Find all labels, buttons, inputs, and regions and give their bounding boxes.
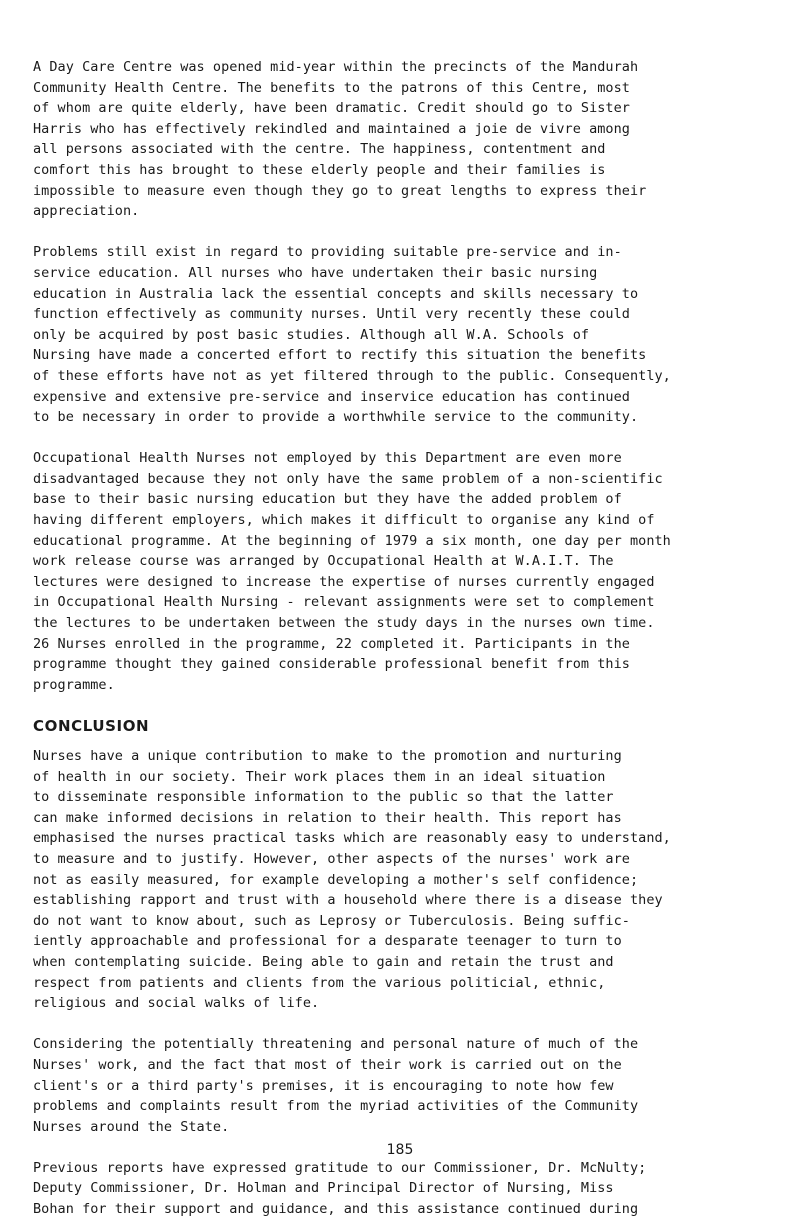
text-line: lectures were designed to increase the expertise of nurses currently engaged: [33, 573, 655, 590]
text-line: educational programme. At the beginning of 1979 a six month, one day per month: [33, 532, 671, 549]
text-line: appreciation.: [33, 203, 140, 220]
paragraph-education-problems: [33, 242, 773, 427]
section-heading-conclusion: CONCLUSION: [33, 717, 150, 735]
paragraph-considering: [33, 1034, 773, 1137]
text-line: work release course was arranged by Occupational Health at W.A.I.T. The: [33, 553, 614, 570]
text-line: in Occupational Health Nursing - relevant assignments were set to complement: [33, 594, 655, 611]
text-line: function effectively as community nurses. Until very recently these could: [33, 306, 630, 323]
text-line: emphasised the nurses practical tasks which are reasonably easy to understand,: [33, 830, 671, 847]
text-line: Nurses around the State.: [33, 1118, 230, 1135]
text-line: Nursing have made a concerted effort to rectify this situation the benefits: [33, 347, 647, 364]
text-line: education in Australia lack the essential concepts and skills necessary to: [33, 285, 639, 302]
text-line: base to their basic nursing education but they have the added problem of: [33, 491, 622, 508]
text-line: impossible to measure even though they go to great lengths to express their: [33, 182, 647, 199]
paragraph-acknowledgements: [33, 1158, 773, 1220]
text-line: disadvantaged because they not only have the same problem of a non-scientific: [33, 470, 663, 487]
text-line: not as easily measured, for example developing a mother's self confidence;: [33, 871, 639, 888]
text-line: of health in our society. Their work places them in an ideal situation: [33, 768, 606, 785]
paragraph-spacer: [33, 1014, 773, 1035]
paragraph-spacer: [33, 428, 773, 449]
text-line: Deputy Commissioner, Dr. Holman and Principal Director of Nursing, Miss: [33, 1180, 614, 1197]
text-line: only be acquired by post basic studies. Although all W.A. Schools of: [33, 326, 590, 343]
paragraph-day-care-centre: [33, 57, 773, 222]
text-line: client's or a third party's premises, it is encouraging to note how few: [33, 1077, 614, 1094]
page-number: 185: [386, 1142, 414, 1158]
text-line: comfort this has brought to these elderly people and their families is: [33, 161, 606, 178]
text-line: programme.: [33, 676, 115, 693]
text-line: the lectures to be undertaken between the study days in the nurses own time.: [33, 615, 655, 632]
text-line: Previous reports have expressed gratitude to our Commissioner, Dr. McNulty;: [33, 1159, 647, 1176]
text-line: expensive and extensive pre-service and inservice education has continued: [33, 388, 630, 405]
text-line: Community Health Centre. The benefits to the patrons of this Centre, most: [33, 79, 630, 96]
text-line: programme thought they gained considerable professional benefit from this: [33, 656, 630, 673]
text-line: respect from patients and clients from the various politicial, ethnic,: [33, 974, 606, 991]
text-line: iently approachable and professional for a desparate teenager to turn to: [33, 933, 622, 950]
paragraph-conclusion: [33, 746, 773, 1014]
text-line: to disseminate responsible information to the public so that the latter: [33, 789, 614, 806]
paragraph-spacer: [33, 222, 773, 243]
text-line: religious and social walks of life.: [33, 995, 320, 1012]
text-line: can make informed decisions in relation to their health. This report has: [33, 809, 622, 826]
heading-spacer: [33, 736, 773, 746]
text-line: of these efforts have not as yet filtered through to the public. Consequently,: [33, 367, 671, 384]
text-line: problems and complaints result from the myriad activities of the Community: [33, 1098, 639, 1115]
text-line: Harris who has effectively rekindled and maintained a joie de vivre among: [33, 120, 630, 137]
paragraph-spacer: [33, 695, 773, 716]
text-line: to be necessary in order to provide a worthwhile service to the community.: [33, 409, 639, 426]
text-line: service education. All nurses who have undertaken their basic nursing: [33, 264, 598, 281]
text-line: having different employers, which makes it difficult to organise any kind of: [33, 512, 655, 529]
text-line: do not want to know about, such as Leprosy or Tuberculosis. Being suffic-: [33, 912, 630, 929]
text-line: Nurses' work, and the fact that most of their work is carried out on the: [33, 1056, 622, 1073]
text-line: 26 Nurses enrolled in the programme, 22 completed it. Participants in the: [33, 635, 630, 652]
text-line: of whom are quite elderly, have been dramatic. Credit should go to Sister: [33, 100, 630, 117]
text-line: A Day Care Centre was opened mid-year within the precincts of the Mandurah: [33, 59, 639, 75]
text-line: when contemplating suicide. Being able to gain and retain the trust and: [33, 953, 614, 970]
text-line: to measure and to justify. However, other aspects of the nurses' work are: [33, 850, 630, 867]
text-line: Nurses have a unique contribution to make to the promotion and nurturing: [33, 748, 622, 764]
text-line: Occupational Health Nurses not employed by this Department are even more: [33, 450, 622, 467]
document-page: [33, 57, 773, 1220]
paragraph-occupational-health: [33, 448, 773, 695]
text-line: Bohan for their support and guidance, and this assistance continued during: [33, 1201, 639, 1218]
text-line: Problems still exist in regard to providing suitable pre-service and in-: [33, 244, 622, 261]
text-line: Considering the potentially threatening and personal nature of much of the: [33, 1036, 639, 1053]
text-line: all persons associated with the centre. The happiness, contentment and: [33, 141, 606, 158]
text-line: establishing rapport and trust with a household where there is a disease they: [33, 892, 663, 909]
